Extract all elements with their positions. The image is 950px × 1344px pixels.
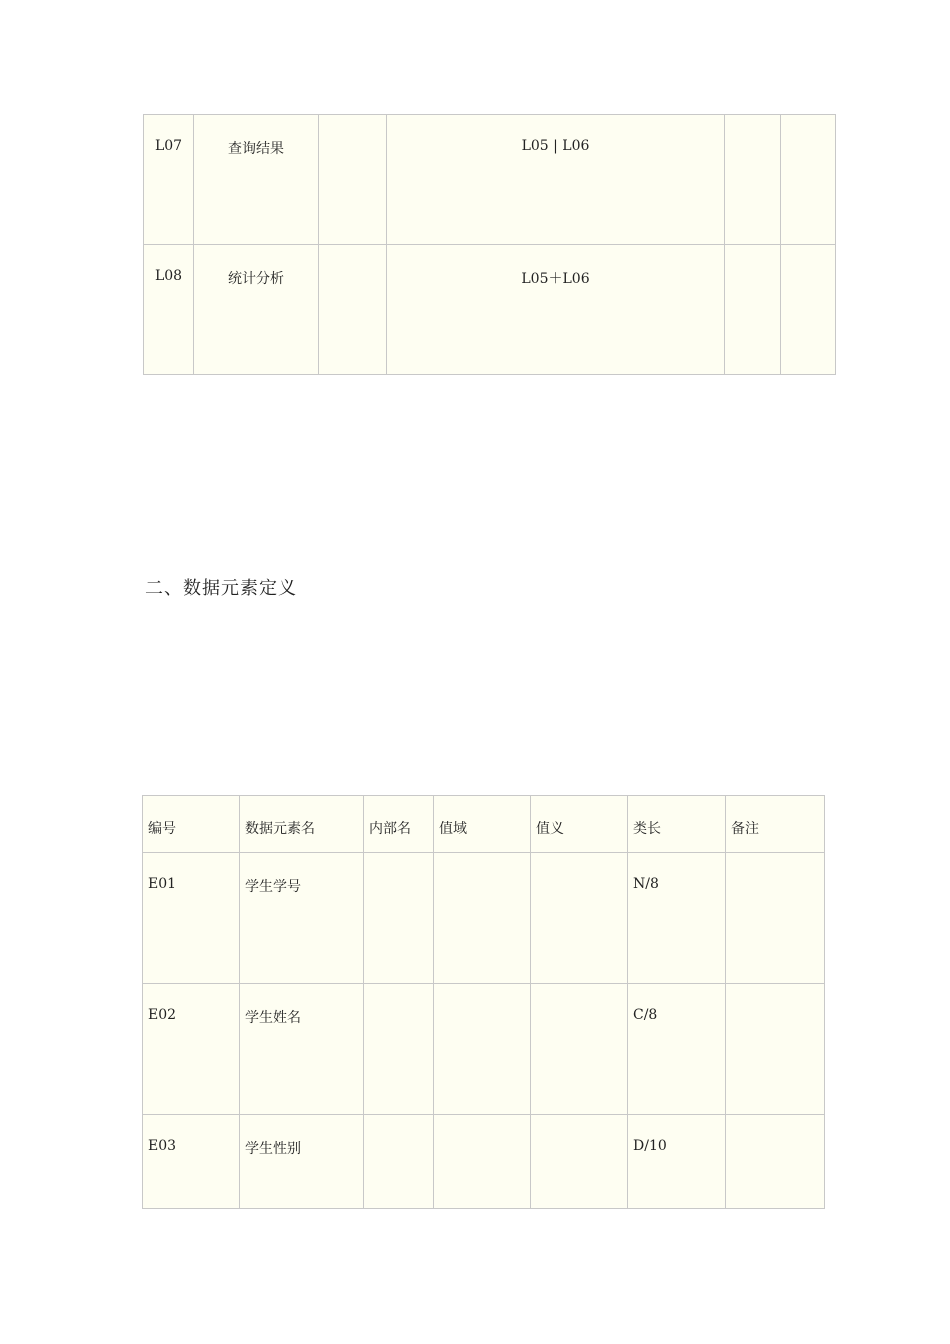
table-cell xyxy=(531,853,628,984)
table-cell: 学生姓名 xyxy=(240,984,364,1115)
table-cell xyxy=(434,1115,531,1209)
table-cell xyxy=(781,245,836,375)
table-row xyxy=(143,853,825,984)
section-title: 二、数据元素定义 xyxy=(145,578,297,599)
table-row xyxy=(143,1115,825,1209)
table-cell: E02 xyxy=(143,984,240,1115)
table-cell xyxy=(319,245,387,375)
table-row xyxy=(144,245,836,375)
table-header-cell: 值义 xyxy=(531,796,628,853)
table-cell xyxy=(434,853,531,984)
table-header-row xyxy=(143,796,825,853)
table-cell: L05 | L06 xyxy=(387,115,725,245)
table-cell: N/8 xyxy=(628,853,726,984)
table-cell: 学生学号 xyxy=(240,853,364,984)
table-cell: L05＋L06 xyxy=(387,245,725,375)
table-row xyxy=(143,984,825,1115)
table-cell xyxy=(364,1115,434,1209)
data-element-table xyxy=(142,795,825,1209)
table-cell xyxy=(725,115,781,245)
table-header-cell: 编号 xyxy=(143,796,240,853)
table-header-cell: 数据元素名 xyxy=(240,796,364,853)
table-cell: 查询结果 xyxy=(194,115,319,245)
table-cell xyxy=(434,984,531,1115)
table-header-cell: 值域 xyxy=(434,796,531,853)
table-header-cell: 类长 xyxy=(628,796,726,853)
table-cell xyxy=(364,853,434,984)
table-cell xyxy=(781,115,836,245)
table-cell xyxy=(726,853,825,984)
table-cell xyxy=(319,115,387,245)
logic-table xyxy=(143,114,836,375)
table-row xyxy=(144,115,836,245)
table-cell: 统计分析 xyxy=(194,245,319,375)
table-cell: L08 xyxy=(144,245,194,375)
table-cell xyxy=(364,984,434,1115)
table-header-cell: 内部名 xyxy=(364,796,434,853)
table-header-cell: 备注 xyxy=(726,796,825,853)
table-cell: D/10 xyxy=(628,1115,726,1209)
table-cell: C/8 xyxy=(628,984,726,1115)
table-cell: 学生性别 xyxy=(240,1115,364,1209)
table-cell xyxy=(725,245,781,375)
table-cell xyxy=(726,984,825,1115)
table-cell xyxy=(726,1115,825,1209)
table-cell xyxy=(531,984,628,1115)
table-cell: E01 xyxy=(143,853,240,984)
table-cell: L07 xyxy=(144,115,194,245)
table-cell xyxy=(531,1115,628,1209)
table-cell: E03 xyxy=(143,1115,240,1209)
